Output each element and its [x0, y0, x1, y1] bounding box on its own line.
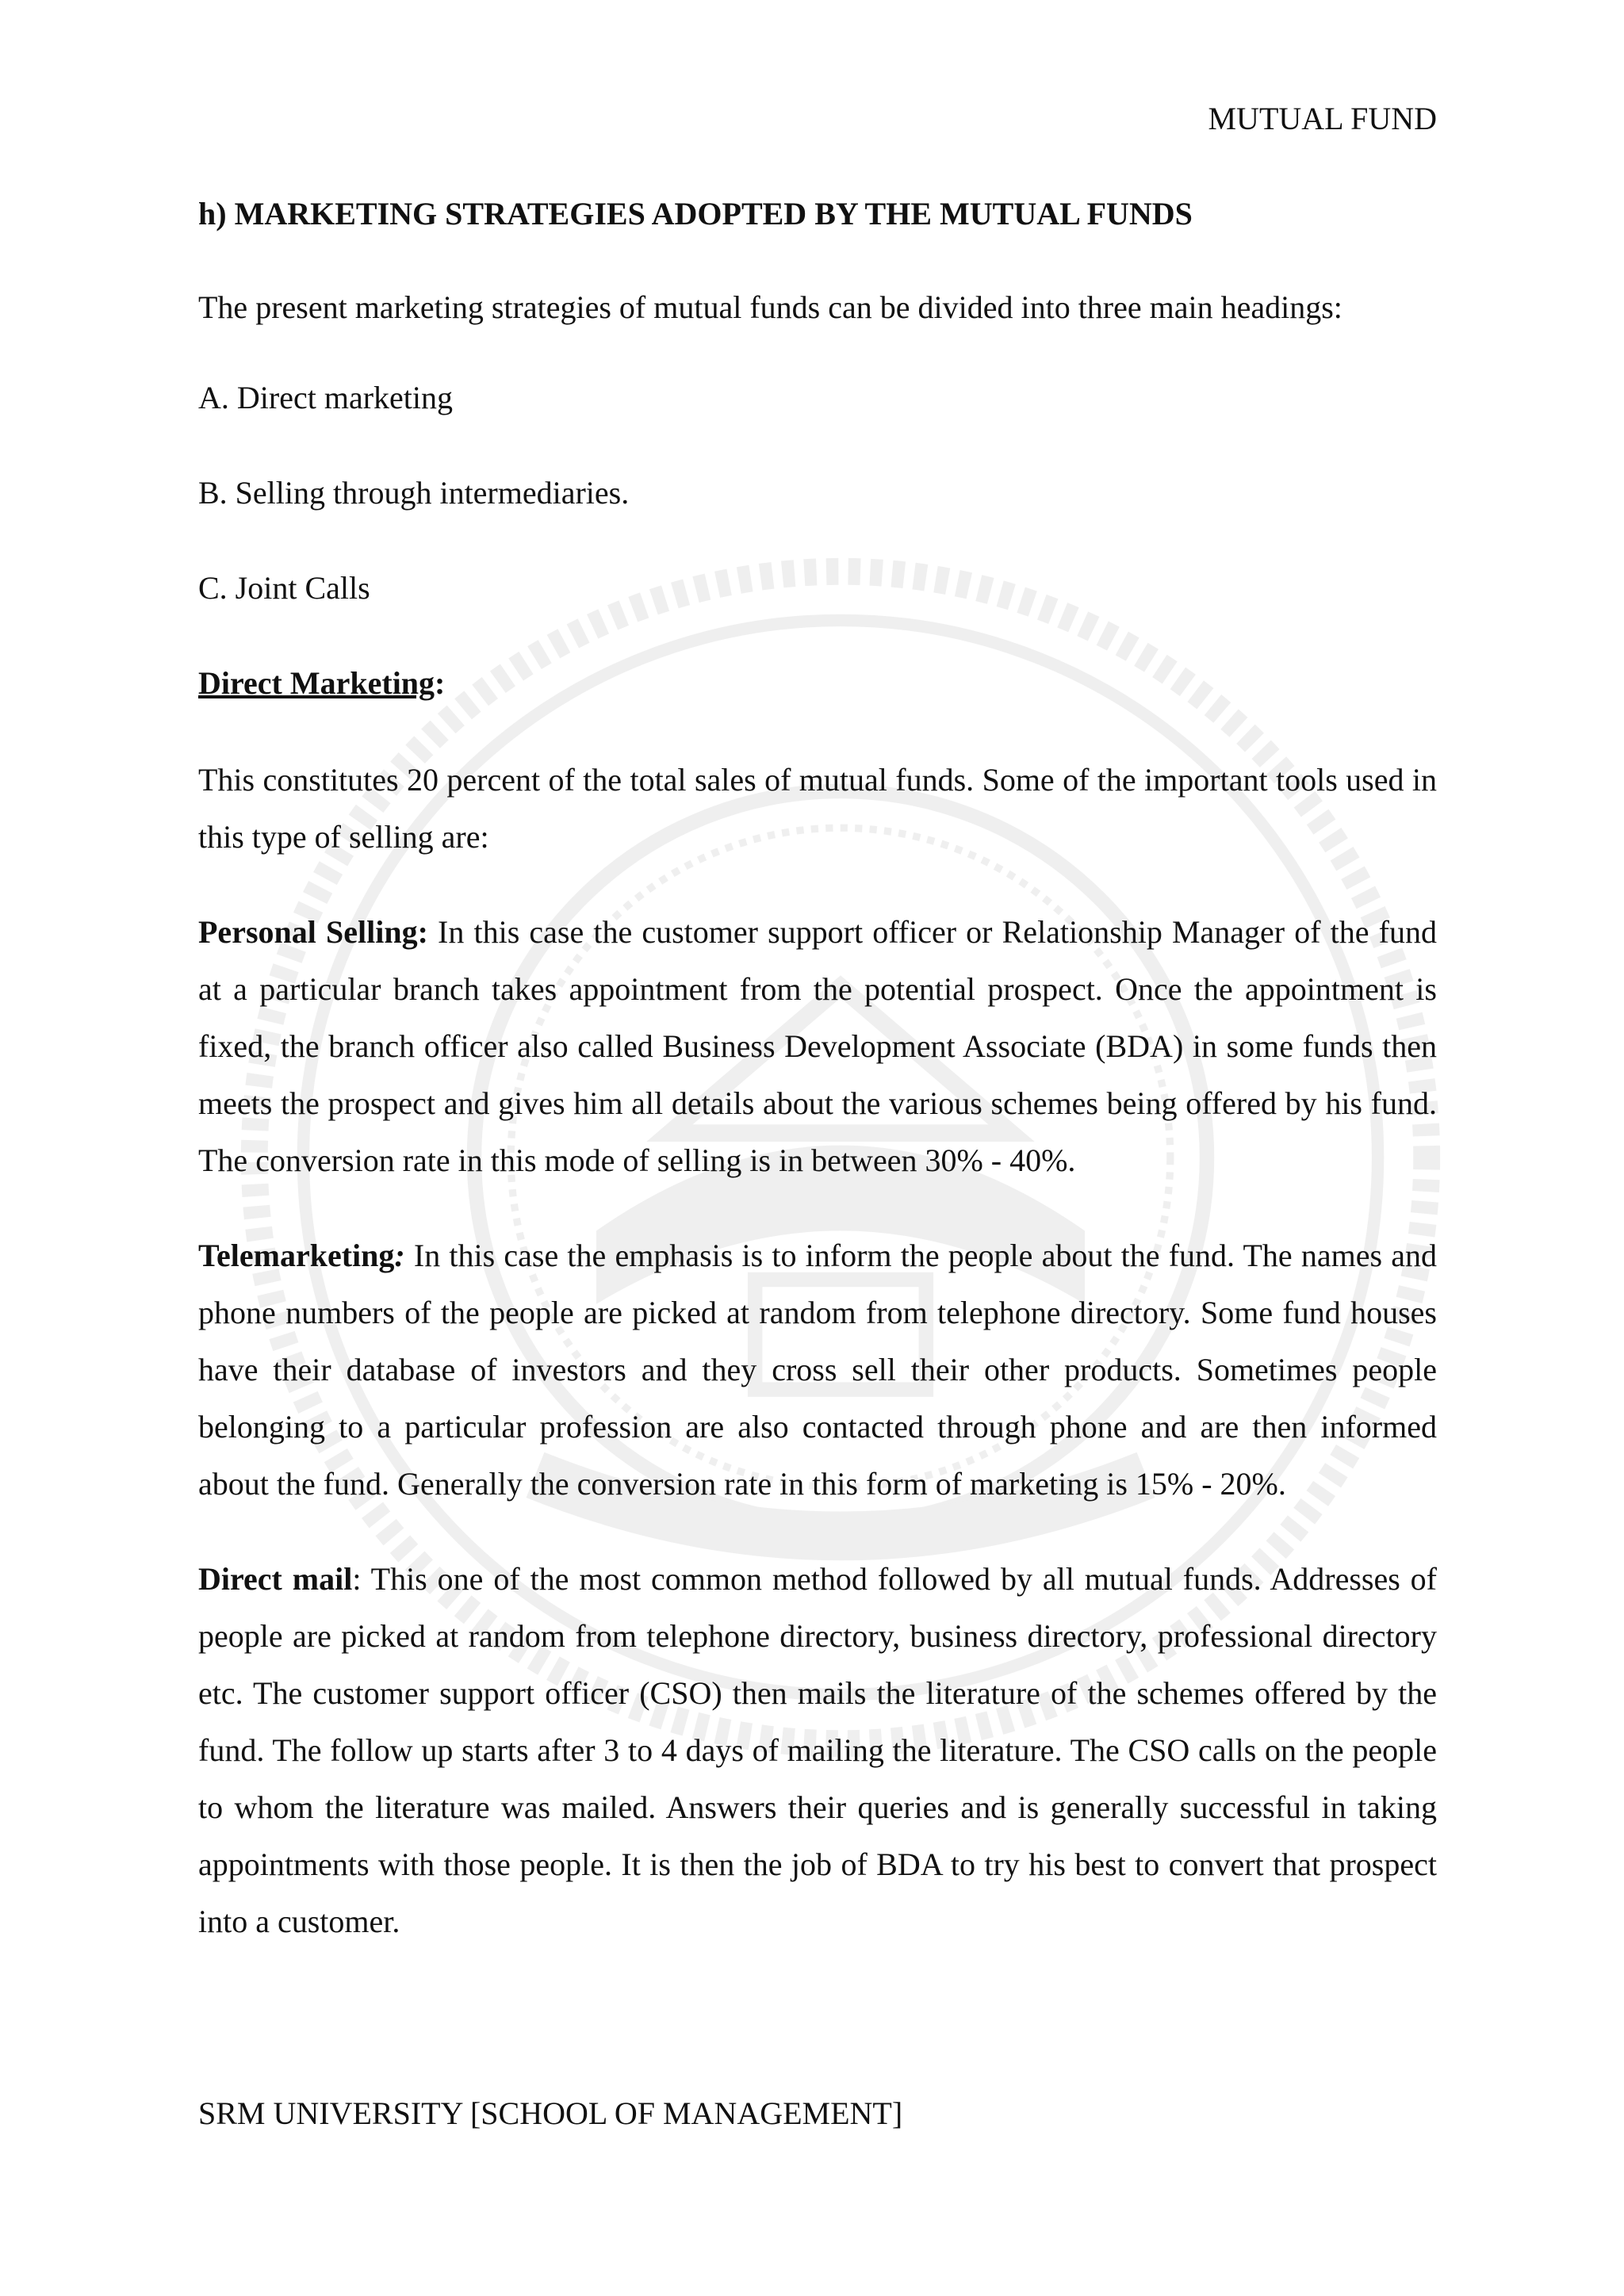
running-footer: SRM UNIVERSITY [SCHOOL OF MANAGEMENT] — [198, 2095, 903, 2131]
telemarketing-label: Telemarketing — [198, 1238, 395, 1273]
strategy-item-a: A. Direct marketing — [198, 380, 453, 415]
telemarketing-paragraph — [198, 1227, 1437, 1513]
section-heading: h) MARKETING STRATEGIES ADOPTED BY THE MUTUAL FUNDS — [198, 196, 1193, 232]
intro-paragraph: The present marketing strategies of mutual funds can be divided into three main headings: — [198, 289, 1342, 325]
direct-mail-text: : This one of the most common method followed by all mutual funds. Addresses of people are picked at random from telephone directory, business directory, professional directory etc. The customer support officer (CSO) then mails the literature of the schemes offered by the fund. The follow up starts after 3 to 4 days of mailing the literature. The CSO calls on the people to whom the literature was mailed. Answers their queries and is generally successful in taking appointments with those people. It is then the job of BDA to try his best to convert that prospect into a customer. — [198, 1561, 1438, 1939]
personal-selling-label: Personal Selling: — [198, 914, 428, 950]
telemarketing-text: In this case the emphasis is to inform the people about the fund. The names and phone numbers of the people are picked at random from telephone directory. Some fund houses have their database of investors and they cross sell their other products. Sometimes people belonging to a particular profession are also contacted through phone and are then informed about the fund. Generally the conversion rate in this form of marketing is 15% - 20%. — [198, 1238, 1437, 1502]
direct-marketing-heading — [198, 660, 1437, 707]
personal-selling-paragraph — [198, 904, 1437, 1189]
personal-selling-text: In this case the customer support officer or Relationship Manager of the fund at a particular branch takes appointment from the potential prospect. Once the appointment is fixed, the branch officer also called Business Development Associate (BDA) in some funds then meets the prospect and gives him all details about the various schemes being offered by his fund. The conversion rate in this mode of selling is in between 30% - 40%. — [198, 914, 1437, 1178]
strategy-item-b: B. Selling through intermediaries. — [198, 475, 630, 511]
direct-mail-paragraph — [198, 1551, 1437, 1950]
telemarketing-colon: : — [394, 1238, 405, 1273]
direct-mail-label: Direct mail — [198, 1561, 353, 1597]
direct-marketing-heading-text: Direct Marketing — [198, 665, 435, 701]
running-header: MUTUAL FUND — [1208, 101, 1437, 136]
direct-marketing-intro: This constitutes 20 percent of the total sales of mutual funds. Some of the important tools used in this type of selling are: — [198, 762, 1437, 855]
direct-marketing-heading-colon: : — [435, 665, 446, 701]
strategy-item-c: C. Joint Calls — [198, 570, 370, 606]
page-content — [198, 190, 1437, 1988]
